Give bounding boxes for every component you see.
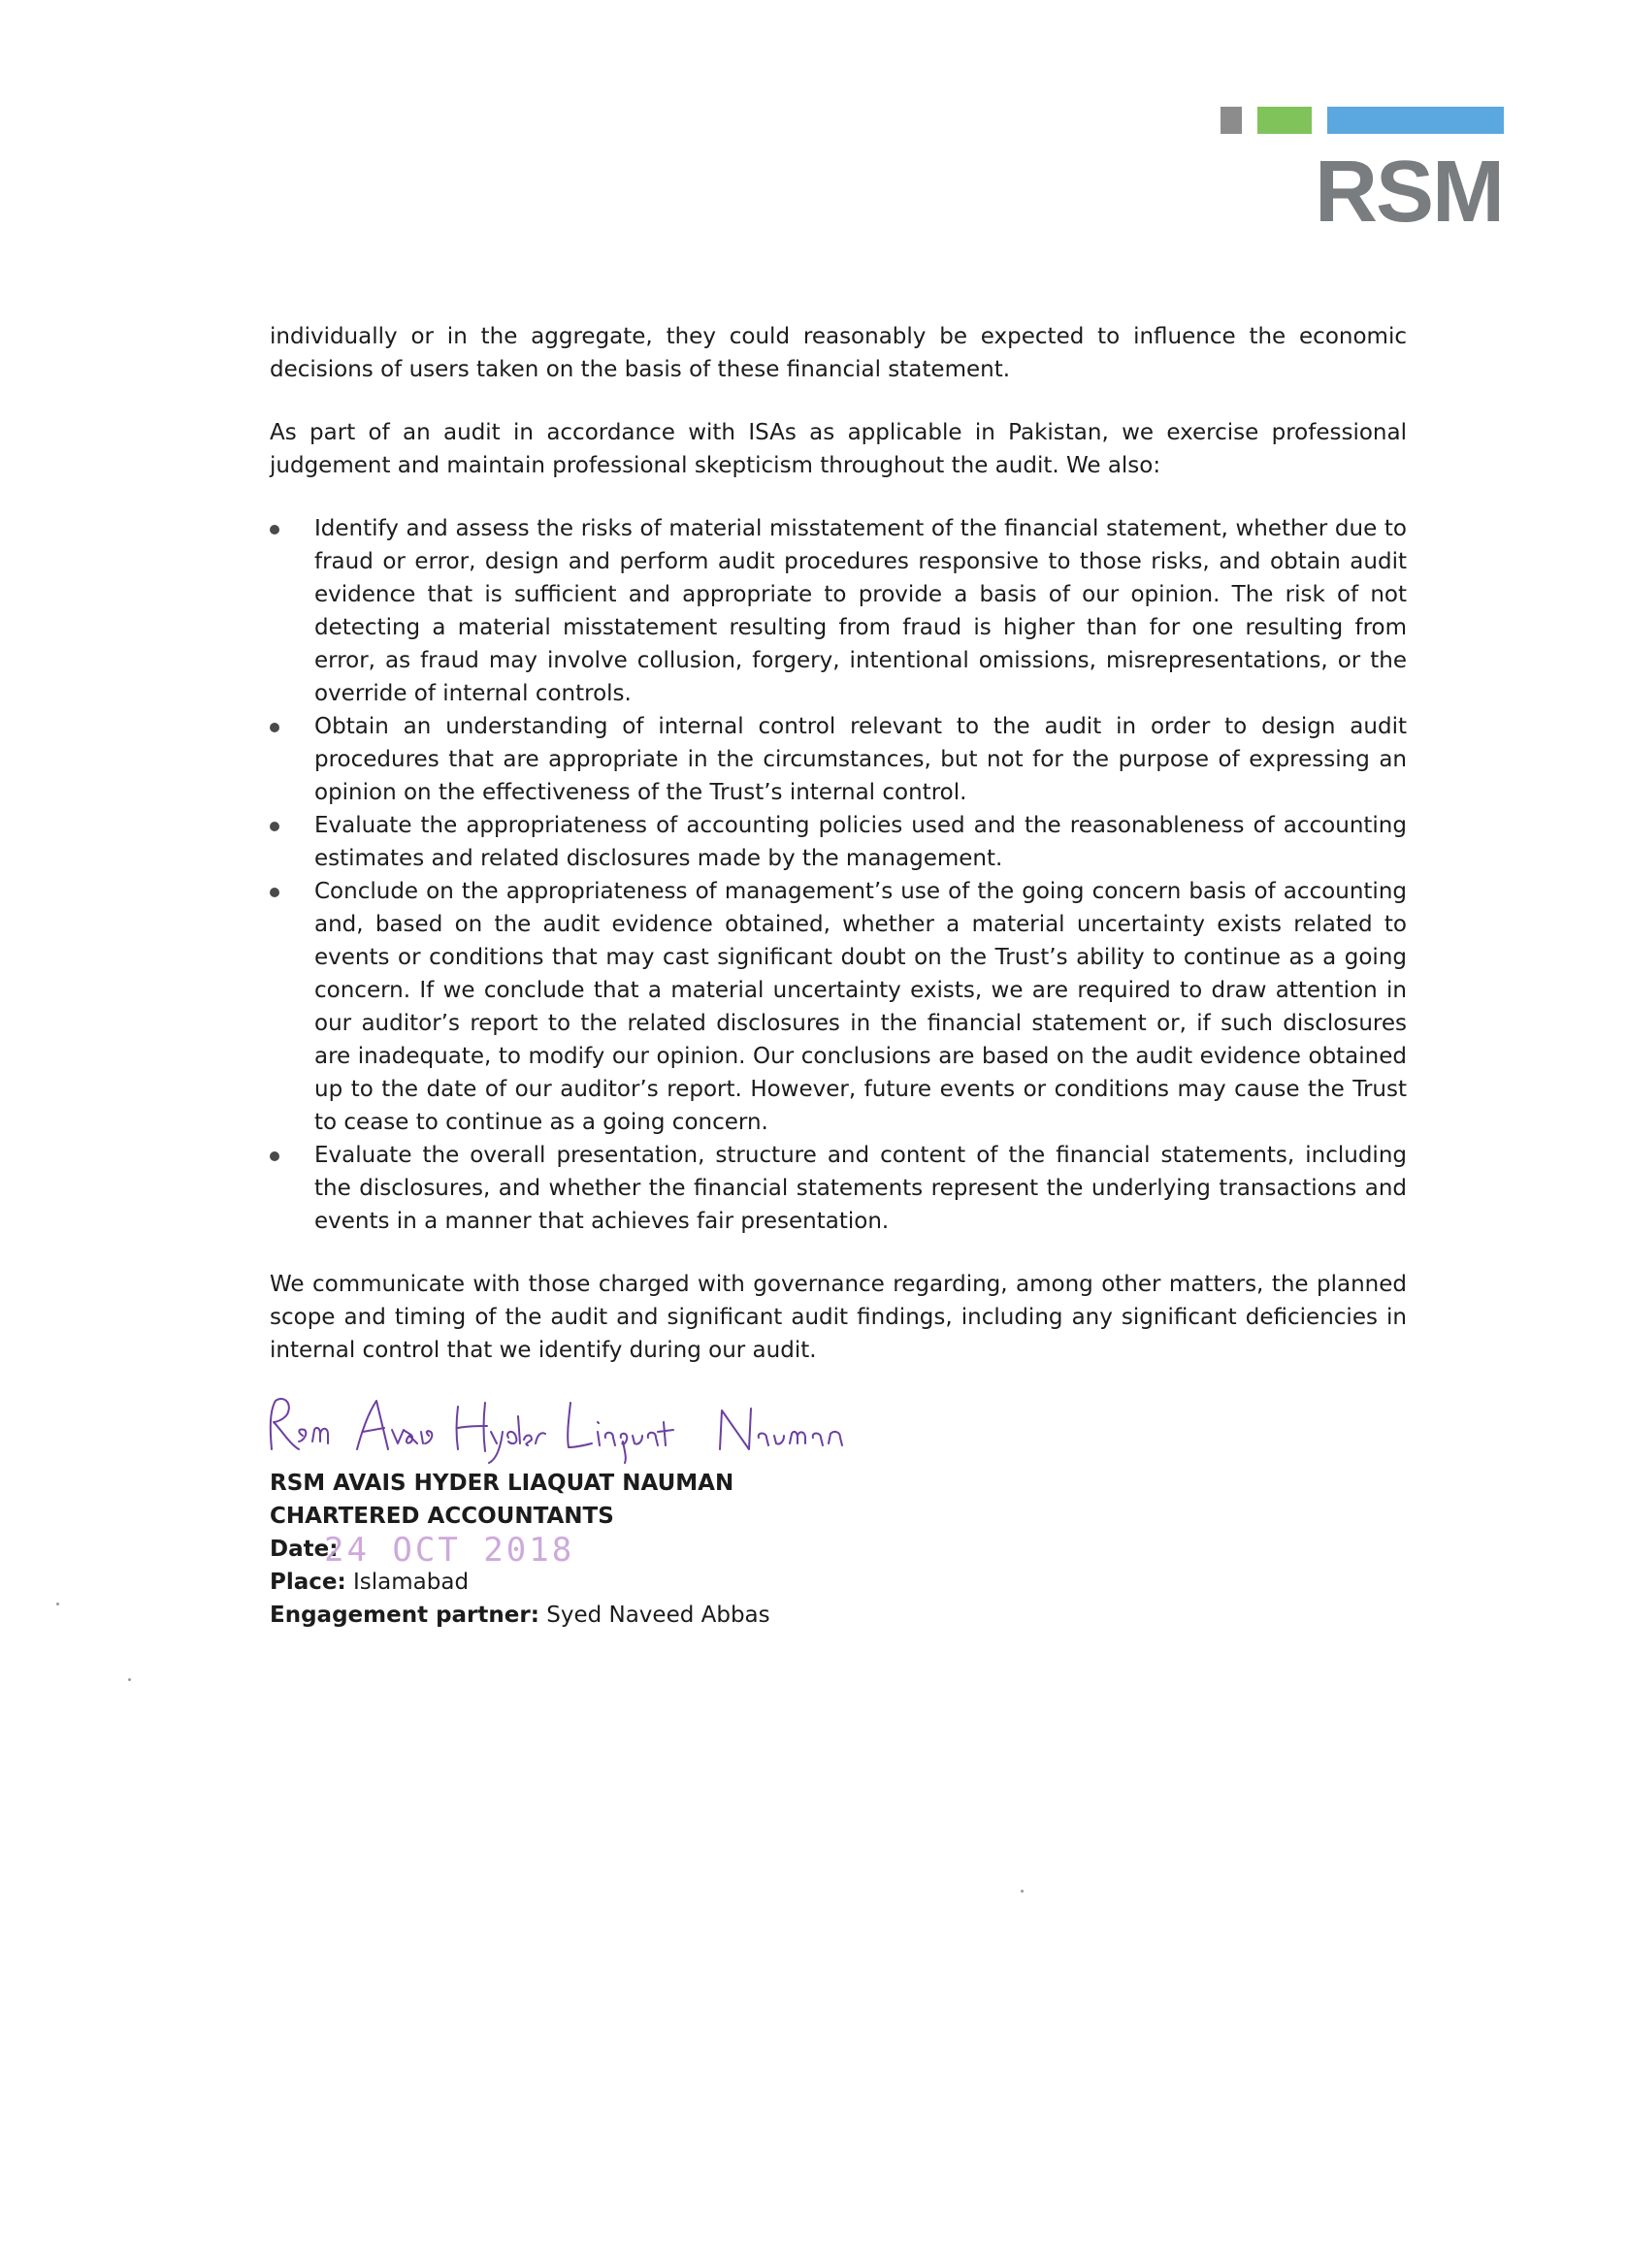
list-item-text: Evaluate the overall presentation, structure and content of the financial statements, including the disclosures, and whether the financial statements represent the underlying transactions and events in a manner that achieves fair presentation. xyxy=(314,1143,1407,1234)
list-item-text: Evaluate the appropriateness of accounting policies used and the reasonableness of accounting estimates and related disclosures made by the management. xyxy=(314,813,1407,871)
firm-role: CHARTERED ACCOUNTANTS xyxy=(270,1504,614,1529)
place-value: Islamabad xyxy=(353,1570,470,1595)
list-item-text: Conclude on the appropriateness of management’s use of the going concern basis of accounting and, based on the audit evidence obtained, whether a material uncertainty exists related to events or conditions that may cast significant doubt on the Trust’s ability to continue as a going concern. If we conclude that a material uncertainty exists, we are required to draw attention in our auditor’s report to the related disclosures in the financial statement or, if such disclosures are inadequate, to modify our opinion. Our conclusions are based on the audit evidence obtained up to the date of our auditor’s report. However, future events or conditions may cause the Trust to cease to continue as a going concern. xyxy=(314,879,1407,1135)
list-item xyxy=(270,710,1407,809)
scan-speck xyxy=(56,1603,59,1605)
rsm-logo-text: RSM xyxy=(1315,144,1503,241)
bullet-icon xyxy=(270,822,279,831)
scan-speck xyxy=(128,1678,131,1681)
handwritten-signature xyxy=(264,1389,885,1467)
list-item xyxy=(270,1139,1407,1238)
list-item xyxy=(270,875,1407,1139)
logo-bar-grey xyxy=(1221,107,1242,134)
date-stamp: 24 OCT 2018 xyxy=(324,1531,575,1570)
bullet-icon xyxy=(270,888,279,897)
bullet-icon xyxy=(270,1151,279,1161)
place-line xyxy=(270,1566,770,1599)
closing-paragraph: We communicate with those charged with governance regarding, among other matters, the planned scope and timing of the audit and significant audit findings, including any significant deficiencies in internal control that we identify during our audit. xyxy=(270,1272,1407,1363)
scan-speck xyxy=(1021,1890,1024,1893)
list-item-text: Identify and assess the risks of material misstatement of the financial statement, whether due to fraud or error, design and perform audit procedures responsive to those risks, and obtain audit evidence that is sufficient and appropriate to provide a basis of our opinion. The risk of not detecting a material misstatement resulting from fraud is higher than for one resulting from error, as fraud may involve collusion, forgery, intentional omissions, misrepresentations, or the override of internal controls. xyxy=(314,516,1407,706)
rsm-logo-bars xyxy=(1221,107,1504,134)
partner-label: Engagement partner: xyxy=(270,1603,539,1628)
logo-bar-blue xyxy=(1327,107,1504,134)
bullet-icon xyxy=(270,723,279,732)
logo-bar-green xyxy=(1257,107,1312,134)
firm-name: RSM AVAIS HYDER LIAQUAT NAUMAN xyxy=(270,1471,734,1496)
place-label: Place: xyxy=(270,1570,346,1595)
partner-line xyxy=(270,1599,770,1632)
audit-procedures-list xyxy=(270,512,1407,1238)
intro-paragraph: individually or in the aggregate, they could reasonably be expected to influence the economic decisions of users taken on the basis of these financial statement. xyxy=(270,324,1407,382)
bullet-icon xyxy=(270,525,279,535)
document-body xyxy=(270,320,1407,1397)
list-item-text: Obtain an understanding of internal control relevant to the audit in order to design audit procedures that are appropriate in the circumstances, but not for the purpose of expressing an opinion on the effectiveness of the Trust’s internal control. xyxy=(314,714,1407,805)
list-item xyxy=(270,512,1407,710)
lead-paragraph: As part of an audit in accordance with ISAs as applicable in Pakistan, we exercise professional judgement and maintain professional skepticism throughout the audit. We also: xyxy=(270,420,1407,478)
partner-value: Syed Naveed Abbas xyxy=(546,1603,770,1628)
date-label: Date: xyxy=(270,1537,339,1562)
list-item xyxy=(270,809,1407,875)
